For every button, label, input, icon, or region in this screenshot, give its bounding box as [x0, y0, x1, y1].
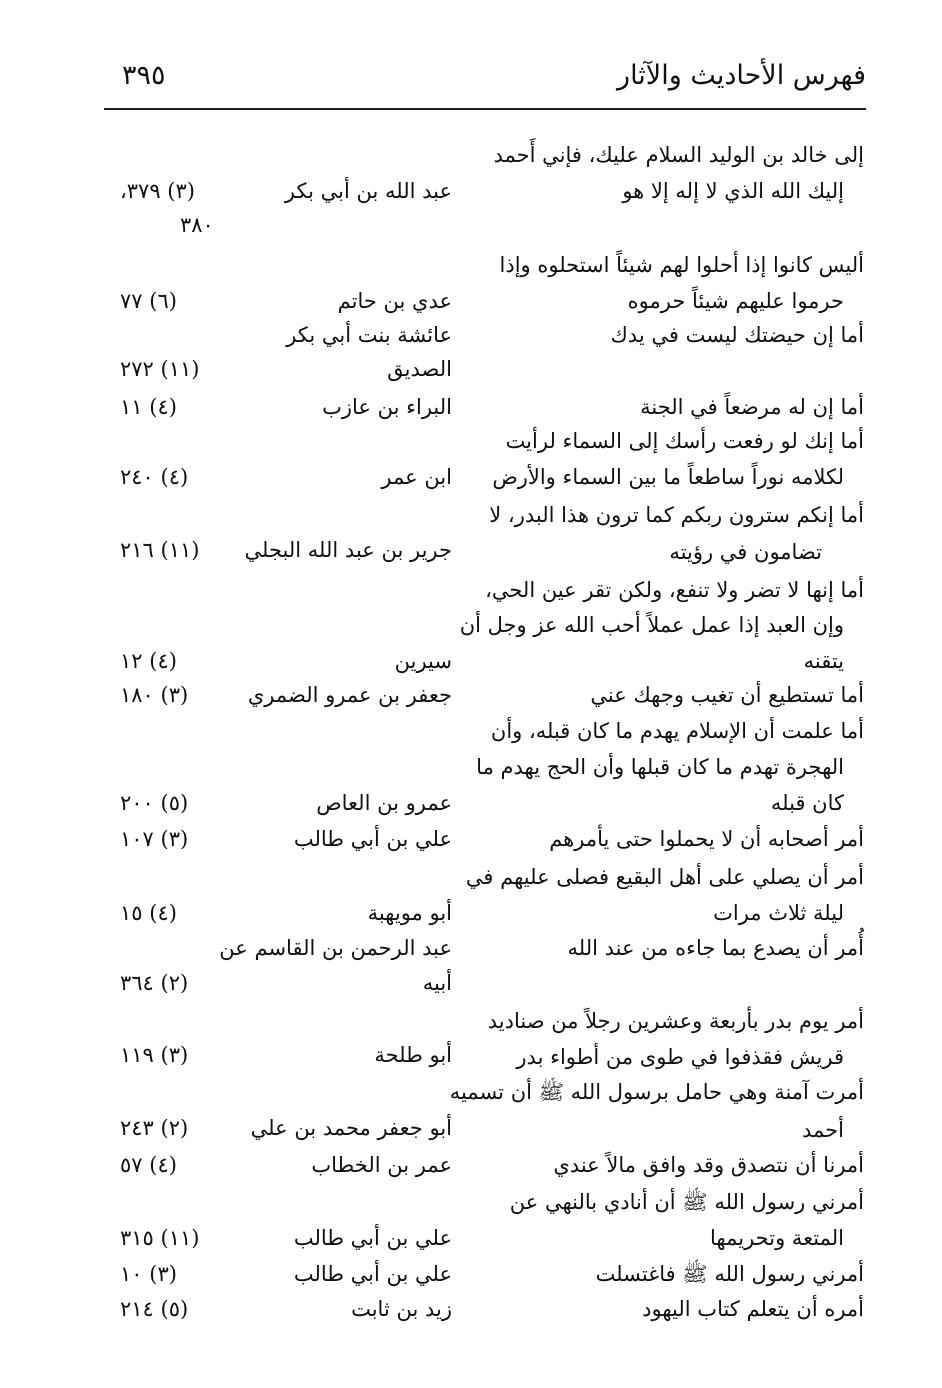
reference: (٢) ٣٦٤ [120, 971, 189, 995]
hadith-text: أليس كانوا إذا أحلوا لهم شيئاً استحلوه وإذا [499, 253, 864, 277]
narrator: عائشة بنت أبي بكر [286, 323, 452, 347]
narrator: أبو مويهبة [367, 901, 452, 925]
narrator-continuation: أبيه [422, 971, 452, 995]
hadith-text: أمرت آمنة وهي حامل برسول الله ﷺ أن تسميه [449, 1080, 864, 1104]
reference: (١١) ٢٧٢ [120, 357, 200, 381]
hadith-text: الهجرة تهدم ما كان قبلها وأن الحج يهدم ما [476, 755, 844, 779]
narrator: عمر بن الخطاب [311, 1153, 452, 1177]
reference: (٣) ١٨٠ [120, 683, 189, 707]
narrator: علي بن أبي طالب [293, 1262, 452, 1286]
hadith-text: أما إنكم سترون ربكم كما ترون هذا البدر، لا [489, 503, 864, 527]
hadith-text: أحمد [802, 1118, 844, 1142]
hadith-text: أمر أصحابه أن لا يحملوا حتى يأمرهم [549, 827, 864, 851]
reference: (١١) ٢١٦ [120, 538, 200, 562]
narrator: جعفر بن عمرو الضمري [247, 683, 452, 707]
narrator: جرير بن عبد الله البجلي [244, 538, 452, 562]
hadith-text: حرموا عليهم شيئاً حرموه [627, 289, 844, 313]
hadith-text: يتقنه [803, 649, 844, 673]
hadith-text: المتعة وتحريمها [710, 1226, 844, 1250]
hadith-text: أما إنك لو رفعت رأسك إلى السماء لرأيت [505, 429, 864, 453]
reference: (٣) ١١٩ [120, 1043, 189, 1067]
narrator: ابن عمر [381, 465, 452, 489]
hadith-text: لكلامه نوراً ساطعاً ما بين السماء والأرض [492, 465, 844, 489]
reference: (٤) ١٢ [120, 649, 177, 673]
narrator: زيد بن ثابت [351, 1297, 452, 1321]
hadith-text: ليلة ثلاث مرات [713, 901, 844, 925]
hadith-text: وإن العبد إذا عمل عملاً أحب الله عز وجل أن [459, 613, 844, 637]
narrator: أبو طلحة [374, 1043, 452, 1067]
narrator-continuation: الصديق [387, 357, 452, 381]
reference: (٤) ١١ [120, 395, 177, 419]
hadith-text: إلى خالد بن الوليد السلام عليك، فإني أَحمد [493, 143, 864, 167]
hadith-text: أمر يوم بدر بأربعة وعشرين رجلاً من صناديد [487, 1009, 864, 1033]
narrator: عبد الله بن أبي بكر [284, 179, 452, 203]
narrator: البراء بن عازب [322, 395, 452, 419]
reference: (٤) ١٥ [120, 901, 177, 925]
reference: (٢) ٢٤٣ [120, 1116, 189, 1140]
hadith-text: أما إن حيضتك ليست في يدك [610, 323, 864, 347]
reference: (٣) ١٠ [120, 1262, 177, 1286]
page-number: ٣٩٥ [122, 60, 166, 91]
narrator: عدي بن حاتم [337, 289, 452, 313]
reference: (١١) ٣١٥ [120, 1226, 200, 1250]
reference: (٤) ٥٧ [120, 1153, 177, 1177]
hadith-text: أمره أن يتعلم كتاب اليهود [642, 1297, 864, 1321]
narrator: سيرين [394, 649, 452, 673]
hadith-text: قريش فقذفوا في طوى من أطواء بدر [516, 1045, 844, 1069]
reference-continuation: ٣٨٠ [180, 213, 214, 237]
hadith-text: أما علمت أن الإسلام يهدم ما كان قبله، وأن [490, 719, 864, 743]
reference: (٣) ١٠٧ [120, 827, 189, 851]
hadith-text: إليك الله الذي لا إله إلا هو [622, 179, 844, 203]
hadith-text: أمر أن يصلي على أهل البقيع فصلى عليهم في [465, 865, 864, 889]
reference: (٦) ٧٧ [120, 289, 177, 313]
header-divider [104, 108, 866, 110]
hadith-text: تضامون في رؤيته [669, 540, 822, 564]
page-header-title: فهرس الأحاديث والآثار [617, 60, 866, 91]
narrator: علي بن أبي طالب [293, 1226, 452, 1250]
reference: (٤) ٢٤٠ [120, 465, 189, 489]
hadith-text: أما إن له مرضعاً في الجنة [640, 395, 864, 419]
hadith-text: أمرنا أن نتصدق وقد وافق مالاً عندي [553, 1153, 864, 1177]
hadith-text: أمرني رسول الله ﷺ أن أنادي بالنهي عن [509, 1190, 864, 1214]
reference: (٥) ٢٠٠ [120, 791, 189, 815]
hadith-text: كان قبله [770, 791, 844, 815]
reference: (٥) ٢١٤ [120, 1297, 189, 1321]
narrator: عمرو بن العاص [316, 791, 452, 815]
narrator: عبد الرحمن بن القاسم عن [219, 936, 452, 960]
hadith-text: أما إنها لا تضر ولا تنفع، ولكن تقر عين الحي، [485, 578, 864, 602]
hadith-text: أما تستطيع أن تغيب وجهك عني [590, 683, 864, 707]
reference: (٣) ٣٧٩، [120, 179, 195, 203]
narrator: علي بن أبي طالب [293, 827, 452, 851]
hadith-text: أُمر أن يصدع بما جاءه من عند الله [567, 936, 864, 960]
narrator: أبو جعفر محمد بن علي [250, 1116, 452, 1140]
hadith-text: أمرني رسول الله ﷺ فاغتسلت [595, 1262, 864, 1286]
